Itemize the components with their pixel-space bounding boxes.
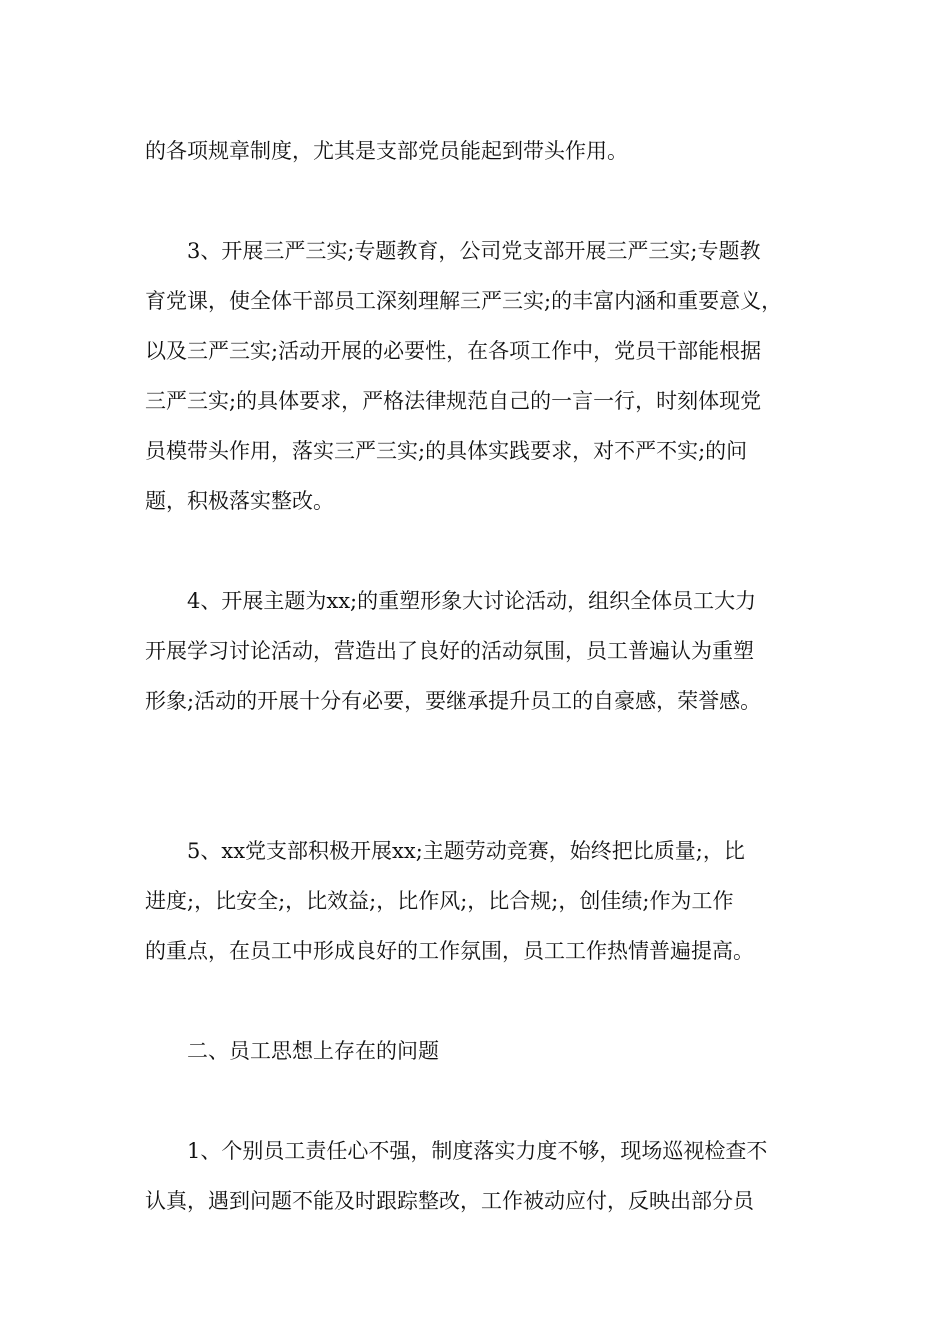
paragraph-intro-line-1: 的各项规章制度，尤其是支部党员能起到带头作用。 xyxy=(145,139,628,163)
section-heading-2: 二、员工思想上存在的问题 xyxy=(145,1039,439,1063)
paragraph-4-line-2: 开展学习讨论活动，营造出了良好的活动氛围，员工普遍认为重塑 xyxy=(145,639,754,663)
paragraph-3-line-6: 题，积极落实整改。 xyxy=(145,489,334,513)
paragraph-3-line-3: 以及三严三实;活动开展的必要性，在各项工作中，党员干部能根据 xyxy=(145,339,762,363)
paragraph-4-line-3: 形象;活动的开展十分有必要，要继承提升员工的自豪感，荣誉感。 xyxy=(145,689,762,713)
paragraph-s2-1-line-2: 认真，遇到问题不能及时跟踪整改，工作被动应付，反映出部分员 xyxy=(145,1189,754,1213)
paragraph-5-line-3: 的重点，在员工中形成良好的工作氛围，员工工作热情普遍提高。 xyxy=(145,939,754,963)
paragraph-3-line-1: 3、开展三严三实;专题教育，公司党支部开展三严三实;专题教 xyxy=(145,239,761,263)
paragraph-s2-1-line-1: 1、个别员工责任心不强，制度落实力度不够，现场巡视检查不 xyxy=(145,1139,768,1163)
paragraph-3-line-5: 员模带头作用，落实三严三实;的具体实践要求，对不严不实;的问 xyxy=(145,439,748,463)
paragraph-3-line-4: 三严三实;的具体要求，严格法律规范自己的一言一行，时刻体现党 xyxy=(145,389,762,413)
paragraph-5-line-1: 5、xx党支部积极开展xx;主题劳动竞赛，始终把比质量;，比 xyxy=(145,839,745,863)
paragraph-5-line-2: 进度;，比安全;，比效益;，比作风;，比合规;，创佳绩;作为工作 xyxy=(145,889,734,913)
paragraph-4-line-1: 4、开展主题为xx;的重塑形象大讨论活动，组织全体员工大力 xyxy=(145,589,757,613)
paragraph-3-line-2: 育党课，使全体干部员工深刻理解三严三实;的丰富内涵和重要意义， xyxy=(145,289,783,313)
